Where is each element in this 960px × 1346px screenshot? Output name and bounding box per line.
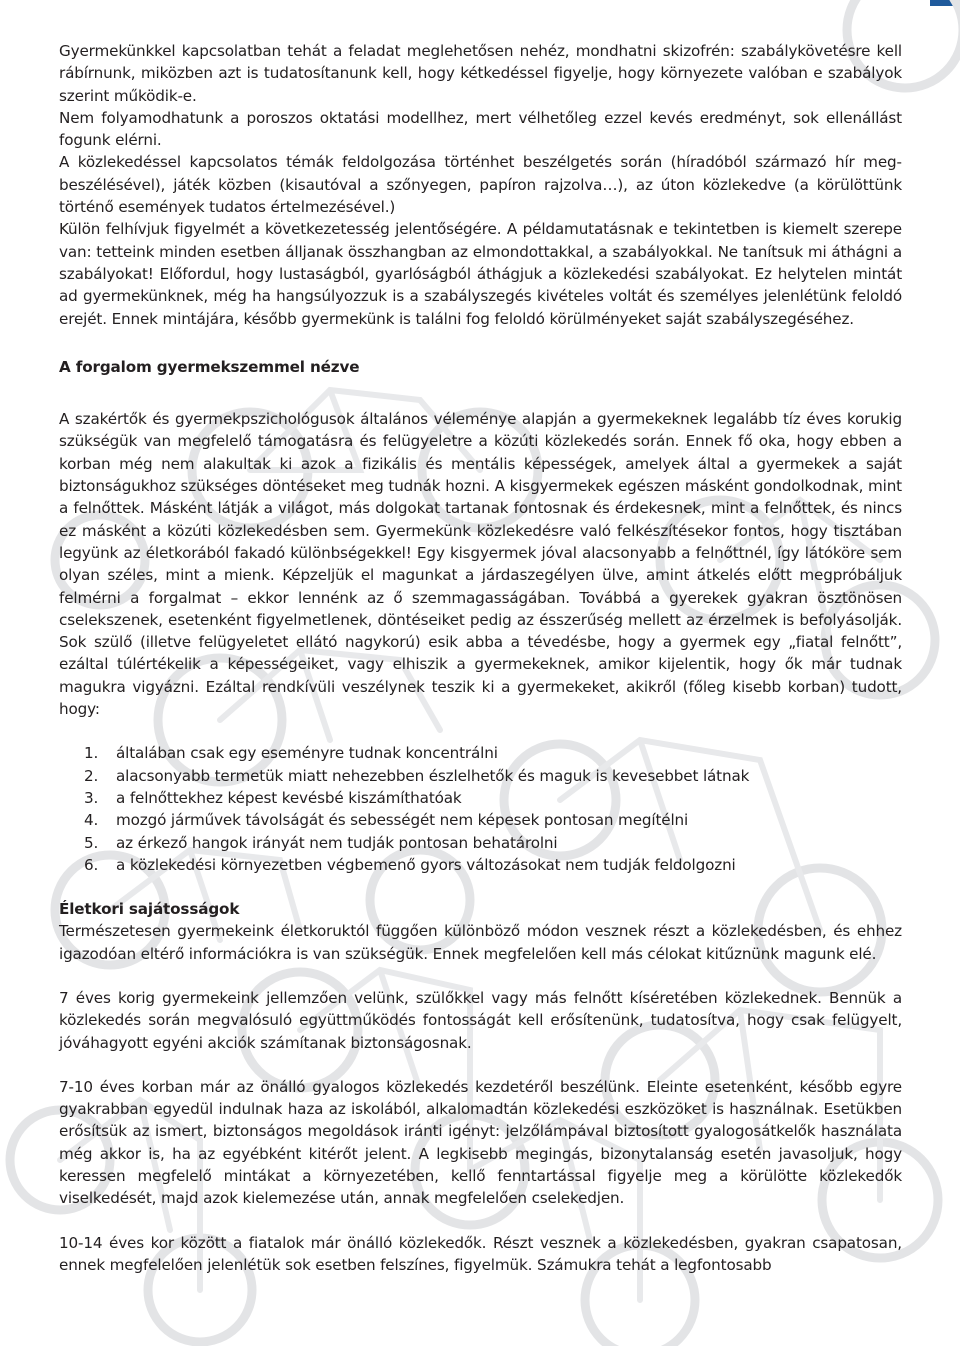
- paragraph-7-10: 7-10 éves korban már az önálló gyalogos közlekedés kezdetéről beszélünk. Eleinte esetenként, később egyre gyakrabban egyedül indulnak haza az iskolából, alkalomadtán közlekedési eszközöket is használnak. Esetükben erősítsük az ismert, biztonságos megoldások iránti igényt: jelzőlámpával biztosított gyalogosátkelők használata még akkor is, ha az egyébként kitérőt jelent. A legkisebb megingás, bizonytalanság esetén javasoljuk, hogy keressen megfelelő mintákat a környezetében, kellő fenntartással figyelje meg a körülötte közlekedők viselkedését, majd azok kielemezése után, annak megfelelően cselekedjen.: [59, 1077, 902, 1208]
- list-item-text: mozgó járművek távolságát és sebességét nem képesek pontosan megítélni: [116, 811, 689, 830]
- paragraph-10-14: 10-14 éves kor között a fiatalok már önálló közlekedők. Részt vesznek a közlekedésben, gyakran csapatosan, ennek megfelelően jelenlétük sok esetben felszínes, figyelmük. Számukra tehát a legfontosabb: [59, 1233, 902, 1274]
- paragraph-traffic: A szakértők és gyermekpszichológusok általános véleménye alapján a gyermekeknek legalább tíz éves korukig szükségük van megfelelő támogatásra és felügyeletre a közúti közlekedés során. Ennek fő oka, hogy ebben a korban még nem alakultak ki azok a fizikális és mentális képességek, amelyek által a gyermekek a saját biztonságukhoz szükséges döntéseket meg tudnák hozni. A kisgyermekek egészen másként gondolkodnak, mint a felnőttek. Másként látják a világot, más dolgokat tartanak fontosnak és érdekesnek, mint a felnőttek, és nincs ez másként a közúti közlekedésben sem. Gyermekünk közlekedésre való felkészítésekor fontos, hogy tisztában legyünk az életkorából fakadó különbségekkel! Egy kisgyermek jóval alacsonyabb a felnőttnél, így látóköre sem olyan széles, mint a mienk. Képzeljük el magunkat a járdaszegélyen ülve, amint átkelés előtt megpróbáljuk felmérni a forgalmat – ekkor lennénk az ő szemmagasságában. Továbbá a gyerekek gyakran ösztönösen cselekszenek, esetenként figyelmetlenek, döntéseiket pedig az ésszerűség mellett az érzelmek is befolyásolják. Sok szülő (illetve felügyeletet ellátó nagykorú) esik abba a tévedésbe, hogy a gyermek egy „fiatal felnőtt”, ezáltal túlértékelik a képességeiket, vagy elhiszik a gyermekeknek, amikor kijelentik, hogy ők már tudnak magukra vigyázni. Ezáltal rendkívüli veszélynek teszik ki a gyermekeket, akikről (főleg kisebb korban) tudott, hogy:: [59, 410, 902, 719]
- paragraph-intro-4: Külön felhívjuk figyelmét a következetesség jelentőségére. A példamutatásnak e tekintetben is kiemelt szerepe van: tetteink minden esetben álljanak összhangban az elmondottakkal, a szabályokkal. Ne tanítsuk mi áthágni a szabályokat! Előfordul, hogy lustaságból, gyarlóságból áthágjuk a közlekedési szabályokat. Ez helytelen mintát ad gyermekünknek, még ha hangsúlyozzuk is a szabályszegés kivételes voltát és személyes jelenlétünk feloldó erejét. Ennek mintájára, később gyermekünk is találni fog feloldó körülményeket saját szabályszegéséhez.: [59, 220, 902, 328]
- list-item-text: az érkező hangok irányát nem tudják pontosan behatárolni: [116, 833, 558, 852]
- list-item-number: 5.: [84, 833, 99, 852]
- paragraph-under-7: 7 éves korig gyermekeink jellemzően velünk, szülőkkel vagy más felnőtt kíséretében közlekednek. Bennük a közlekedés során megvalósuló együttműködés fontosságát kell erősítenünk, tudatosítva, hogy csak felügyelt, jóváhagyott egyéni akciók számítanak biztonságosnak.: [59, 988, 902, 1052]
- list-item-number: 2.: [84, 766, 99, 785]
- paragraph-intro-2: Nem folyamodhatunk a poroszos oktatási modellhez, mert vélhetőleg ezzel kevés eredményt, sok ellenállást fogunk elérni.: [59, 108, 902, 150]
- section-heading-traffic: A forgalom gyermekszemmel nézve: [59, 357, 360, 376]
- list-item: [59, 832, 902, 854]
- paragraph-intro-3: A közlekedéssel kapcsolatos témák feldolgozása történhet beszélgetés során (híradóból származó hír megbeszélésével), játék közben (kisautóval a szőnyegen, papíron rajzolva…), az úton közlekedve (a körülöttünk történő események tudatos értelmezésével.): [59, 153, 902, 217]
- top-accent-bar: [930, 0, 960, 6]
- list-item-number: 6.: [84, 855, 99, 874]
- list-item-text: alacsonyabb termetük miatt nehezebben észlelhetők és maguk is kevesebbet látnak: [116, 766, 750, 785]
- list-item: [59, 854, 902, 876]
- paragraph-age: Természetesen gyermekeink életkoruktól függően különböző módon vesznek részt a közlekedésben, és ehhez igazodóan eltérő információkra is van szükségük. Ennek megfelelően kell más célokat kitűznünk magunk elé.: [59, 922, 902, 963]
- list-item-text: a közlekedési környezetben végbemenő gyors változásokat nem tudják feldolgozni: [116, 855, 736, 874]
- list-item-number: 3.: [84, 788, 99, 807]
- list-item-number: 1.: [84, 744, 99, 763]
- list-item: [59, 742, 902, 764]
- list-item-number: 4.: [84, 811, 99, 830]
- list-item-text: a felnőttekhez képest kevésbé kiszámíthatóak: [116, 788, 462, 807]
- paragraph-intro-1: Gyermekünkkel kapcsolatban tehát a feladat meglehetősen nehéz, mondhatni skizofrén: szabálykövetésre kell rábírnunk, miközben azt is tudatosítanunk kell, hogy kétkedéssel figyelje, hogy környezete valóban e szabályok szerint működik-e.: [59, 42, 902, 105]
- main-content: [59, 40, 902, 1276]
- numbered-list: [59, 742, 902, 876]
- list-item: [59, 787, 902, 809]
- section-heading-age: Életkori sajátosságok: [59, 900, 240, 919]
- list-item: [59, 765, 902, 787]
- list-item-text: általában csak egy eseményre tudnak koncentrálni: [116, 744, 498, 763]
- list-item: [59, 809, 902, 831]
